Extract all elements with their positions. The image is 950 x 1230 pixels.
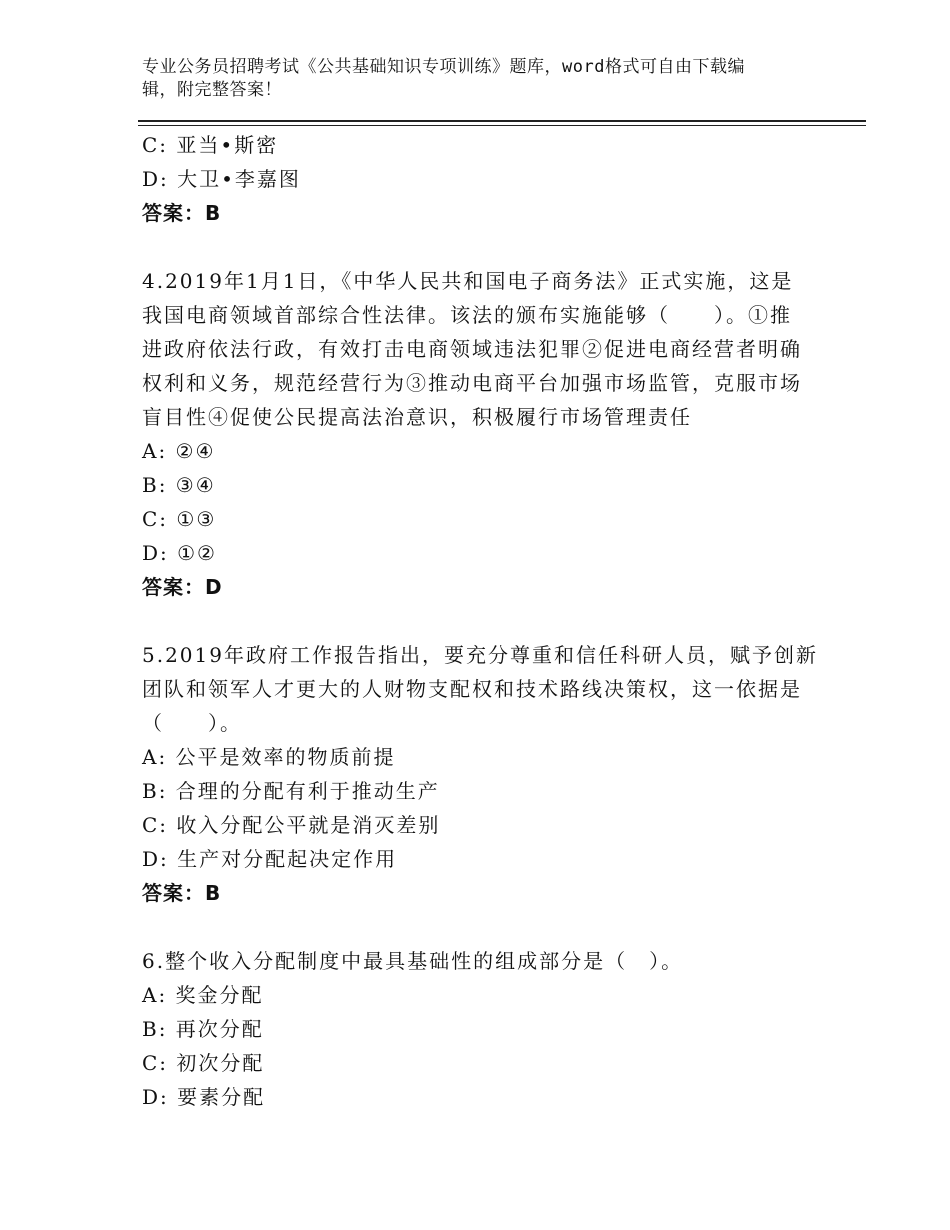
question-6 [142, 944, 802, 1114]
option-b: B: ③④ [142, 473, 216, 497]
question-5-line-1: 5.2019年政府工作报告指出，要充分尊重和信任科研人员，赋予创新 [142, 643, 818, 667]
answer-line: 答案：B [142, 201, 222, 225]
question-5 [142, 638, 818, 910]
option-d: D: ①② [142, 541, 217, 565]
option-a: A: 奖金分配 [142, 983, 264, 1007]
question-4-line-4: 权利和义务，规范经营行为③推动电商平台加强市场监管，克服市场 [142, 371, 802, 395]
question-6-line-1: 6.整个收入分配制度中最具基础性的组成部分是（ ）。 [142, 949, 684, 973]
option-c: C: 初次分配 [142, 1051, 265, 1075]
spacer [142, 230, 802, 264]
page-header [142, 56, 792, 102]
header-rule-thick [138, 120, 866, 122]
header-line-1: 专业公务员招聘考试《公共基础知识专项训练》题库，word格式可自由下载编 [142, 57, 745, 77]
carryover-block [142, 128, 802, 230]
option-c: C: 收入分配公平就是消灭差别 [142, 813, 441, 837]
option-a: A: ②④ [142, 439, 216, 463]
spacer [142, 604, 802, 638]
question-4 [142, 264, 802, 604]
question-4-line-5: 盲目性④促使公民提高法治意识，积极履行市场管理责任 [142, 405, 692, 429]
option-b: B: 合理的分配有利于推动生产 [142, 779, 440, 803]
header-line-2: 辑，附完整答案！ [142, 80, 282, 100]
option-c: C: 亚当•斯密 [142, 133, 279, 157]
option-b: B: 再次分配 [142, 1017, 264, 1041]
question-5-line-3: （ ）。 [142, 711, 242, 735]
option-a: A: 公平是效率的物质前提 [142, 745, 396, 769]
header-rule-thin [138, 125, 866, 126]
option-d: D: 生产对分配起决定作用 [142, 847, 398, 871]
option-c: C: ①③ [142, 507, 217, 531]
question-5-line-2: 团队和领军人才更大的人财物支配权和技术路线决策权，这一依据是 [142, 677, 802, 701]
question-4-line-2: 我国电商领域首部综合性法律。该法的颁布实施能够（ ）。①推 [142, 303, 792, 327]
option-d: D: 要素分配 [142, 1085, 266, 1109]
answer-line: 答案：D [142, 575, 223, 599]
question-4-line-1: 4.2019年1月1日，《中华人民共和国电子商务法》正式实施，这是 [142, 269, 794, 293]
answer-line: 答案：B [142, 881, 222, 905]
question-list [142, 128, 818, 1114]
option-d: D: 大卫•李嘉图 [142, 167, 301, 191]
spacer [142, 910, 802, 944]
question-4-line-3: 进政府依法行政，有效打击电商领域违法犯罪②促进电商经营者明确 [142, 337, 802, 361]
